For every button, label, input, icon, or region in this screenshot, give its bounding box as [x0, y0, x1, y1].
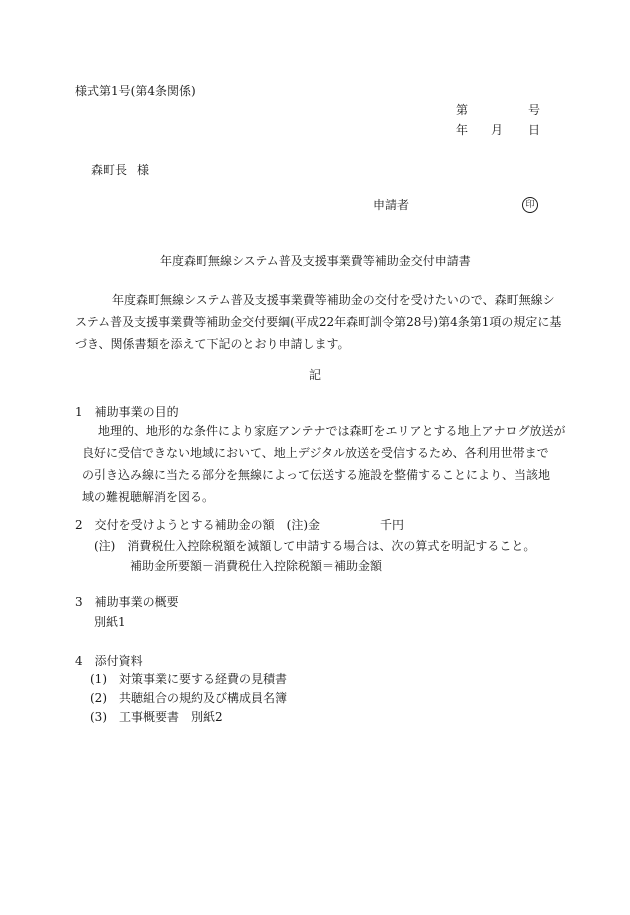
date-day: 日 [528, 123, 541, 137]
date-year: 年 [456, 123, 469, 137]
addressee-name: 森町長 [91, 163, 128, 177]
attachment-item: (1) 対策事業に要する経費の見積書 [90, 672, 287, 686]
section2-note: (注) 消費税仕入控除税額を減額して申請する場合は、次の算式を明記すること。 [94, 539, 536, 553]
intro-line: 年度森町無線システム普及支援事業費等補助金の交付を受けたいので、森町無線シ [112, 293, 555, 307]
doc-number-suffix: 号 [528, 103, 541, 117]
form-label: 様式第1号(第4条関係) [75, 84, 196, 98]
section1-line: 域の難視聴解消を図る。 [82, 490, 215, 504]
applicant-label: 申請者 [373, 198, 410, 212]
date-month: 月 [491, 123, 504, 137]
attachment-item: (2) 共聴組合の規約及び構成員名簿 [90, 691, 287, 705]
doc-number-prefix: 第 [456, 103, 469, 117]
section1-body [75, 420, 566, 508]
addressee-honorific: 様 [137, 163, 150, 177]
section2-unit: 千円 [380, 518, 405, 532]
seal-mark: 印 [522, 197, 538, 213]
section1-heading: 1 補助事業の目的 [75, 405, 179, 419]
section2-heading: 2 交付を受けようとする補助金の額 (注)金 [75, 518, 320, 532]
attachment-item: (3) 工事概要書 別紙2 [90, 710, 223, 724]
section3-heading: 3 補助事業の概要 [75, 595, 179, 609]
section4-heading: 4 添付資料 [75, 654, 143, 668]
intro-paragraph [75, 289, 562, 355]
intro-line: ステム普及支援事業費等補助金交付要綱(平成22年森町訓令第28号)第4条第1項の規定に基 [75, 315, 562, 329]
document-title: 年度森町無線システム普及支援事業費等補助金交付申請書 [160, 254, 471, 268]
section2-formula: 補助金所要額－消費税仕入控除税額＝補助金額 [130, 559, 383, 573]
intro-line: づき、関係書類を添えて下記のとおり申請します。 [75, 337, 350, 351]
section3-body: 別紙1 [94, 615, 126, 629]
section1-line: 良好に受信できない地域において、地上デジタル放送を受信するため、各利用世帯まで [82, 446, 549, 460]
ki-mark: 記 [309, 368, 322, 382]
section1-line: の引き込み線に当たる部分を無線によって伝送する施設を整備することにより、当該地 [82, 468, 551, 482]
section1-line: 地理的、地形的な条件により家庭アンテナでは森町をエリアとする地上アナログ放送が [98, 424, 566, 438]
